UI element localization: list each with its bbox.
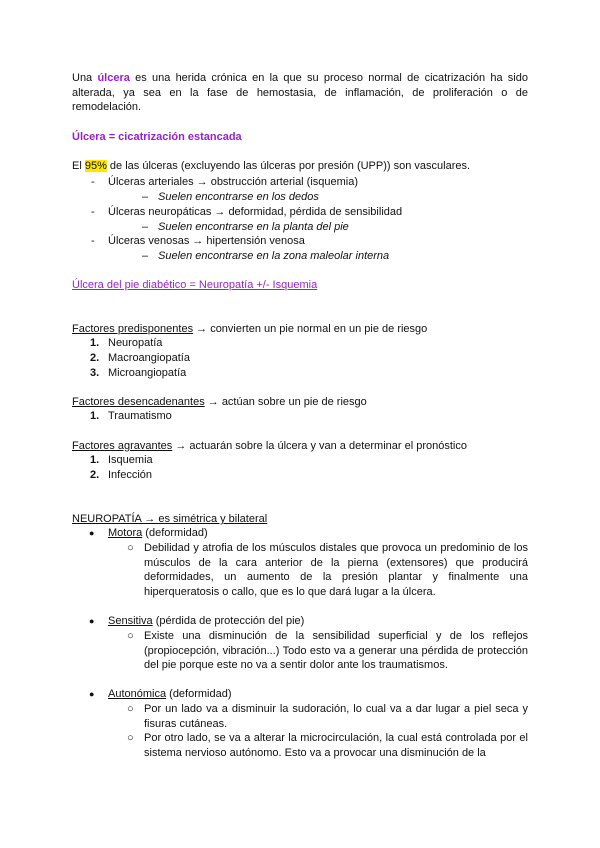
bullet-marker: ● xyxy=(89,689,95,699)
list-subitem: Suelen encontrarse en la zona maleolar interna xyxy=(158,250,390,262)
list-item: Úlceras arteriales → obstrucción arterial (isquemia) xyxy=(108,176,359,188)
neuropatia-heading: NEUROPATÍA → es simétrica y bilateral xyxy=(72,513,268,525)
number-marker: 1. xyxy=(90,337,100,349)
intro-text-start: Una xyxy=(72,72,98,84)
sensitiva-rest: (pérdida de protección del pie) xyxy=(152,615,305,627)
agravantes-title: Factores agravantes xyxy=(72,440,173,452)
list-item: Neuropatía xyxy=(108,337,163,349)
list-subitem: Suelen encontrarse en los dedos xyxy=(158,191,319,203)
vascular-sentence xyxy=(72,159,470,174)
vascular-text-rest: de las úlceras (excluyendo las úlceras por presión (UPP)) son vasculares. xyxy=(106,160,471,172)
number-marker: 1. xyxy=(90,454,100,466)
list-item: Microangiopatía xyxy=(108,367,187,379)
autonomica-rest: (deformidad) xyxy=(166,688,232,700)
number-marker: 3. xyxy=(90,367,100,379)
definition-heading: Úlcera = cicatrización estancada xyxy=(72,131,242,143)
ulcera-keyword: úlcera xyxy=(97,72,130,84)
bullet-marker: ● xyxy=(89,616,95,626)
circle-marker: ○ xyxy=(127,703,134,715)
motora-rest: (deformidad) xyxy=(142,527,208,539)
sensitiva-text: Existe una disminución de la sensibilidad superficial y de los reflejos (propiocepción, vibración...) Todo esto va a generar una pérdida de protección del pie porque este no va a sentir dolor ante los traumatismos. xyxy=(144,630,528,671)
number-marker: 1. xyxy=(90,410,100,422)
endash-marker: – xyxy=(142,191,149,203)
desencadenantes-heading xyxy=(72,395,367,410)
circle-marker: ○ xyxy=(127,630,134,642)
list-item: Traumatismo xyxy=(108,410,172,422)
endash-marker: – xyxy=(142,221,149,233)
agravantes-heading xyxy=(72,439,467,454)
diabetic-foot-link[interactable]: Úlcera del pie diabético = Neuropatía +/- Isquemia xyxy=(72,279,318,291)
predisponentes-heading xyxy=(72,322,427,337)
motora-heading xyxy=(108,526,208,541)
vascular-text-start: El xyxy=(72,160,85,172)
intro-text-rest: es una herida crónica en la que su proceso normal de cicatrización ha sido alterada, ya sea en la fase de hemostasia, de inflamación, de proliferación o de remodelación. xyxy=(72,72,528,113)
list-item: Infección xyxy=(108,469,153,481)
autonomica-heading xyxy=(108,687,232,702)
circle-marker: ○ xyxy=(127,542,134,554)
dash-marker: - xyxy=(91,176,95,188)
highlight-percentage: 95% xyxy=(84,160,107,172)
agravantes-rest: → actuarán sobre la úlcera y van a determinar el pronóstico xyxy=(172,440,467,452)
desencadenantes-title: Factores desencadenantes xyxy=(72,396,205,408)
predisponentes-title: Factores predisponentes xyxy=(72,323,194,335)
autonomica-title: Autonómica xyxy=(108,688,167,700)
predisponentes-rest: → convierten un pie normal en un pie de riesgo xyxy=(193,323,428,335)
endash-marker: – xyxy=(142,250,149,262)
list-item: Macroangiopatía xyxy=(108,352,190,364)
list-item: Úlceras neuropáticas → deformidad, pérdida de sensibilidad xyxy=(108,206,403,218)
list-subitem: Suelen encontrarse en la planta del pie xyxy=(158,221,349,233)
autonomica-text-1: Por un lado va a disminuir la sudoración, lo cual va a dar lugar a piel seca y fisuras cutáneas. xyxy=(144,703,528,730)
motora-title: Motora xyxy=(108,527,143,539)
dash-marker: - xyxy=(91,206,95,218)
desencadenantes-rest: → actúan sobre un pie de riesgo xyxy=(204,396,367,408)
list-item: Isquemia xyxy=(108,454,153,466)
autonomica-text-2: Por otro lado, se va a alterar la microcirculación, la cual está controlada por el sistema nervioso autónomo. Esto va a provocar una disminución de la xyxy=(144,732,528,759)
bullet-marker: ● xyxy=(89,528,95,538)
intro-paragraph xyxy=(72,71,528,115)
dash-marker: - xyxy=(91,235,95,247)
sensitiva-heading xyxy=(108,614,304,629)
sensitiva-title: Sensitiva xyxy=(108,615,153,627)
circle-marker: ○ xyxy=(127,732,134,744)
number-marker: 2. xyxy=(90,352,100,364)
list-item: Úlceras venosas → hipertensión venosa xyxy=(108,235,305,247)
number-marker: 2. xyxy=(90,469,100,481)
motora-text: Debilidad y atrofia de los músculos distales que provoca un predominio de los músculos de la cara anterior de la pierna (extensores) que producirá deformidades, un aumento de la presión plantar y finalmente una hiperqueratosis o callo, que es lo que dará lugar a la úlcera. xyxy=(144,542,528,598)
